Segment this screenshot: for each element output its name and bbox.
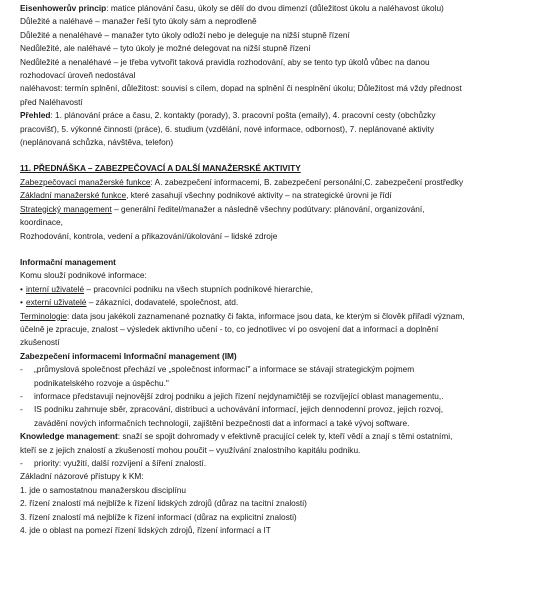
- im-point-1: [20, 363, 532, 390]
- eisenhower-line: [20, 2, 532, 15]
- km-priority-text: priority: využití, další rozvíjení a šíření znalostí.: [34, 458, 206, 468]
- km-approach-4: 4. jde o oblast na pomezí řízení lidských zdrojů, řízení informací a IT: [20, 525, 271, 536]
- info-mgmt-heading: Informační management: [20, 256, 116, 267]
- terminology-label: Terminologie: [20, 310, 68, 321]
- dash-marker: -: [20, 458, 23, 468]
- terminology-line-b: účelně je zpracuje, znalost – výsledek aktivního učení - to, co jednotlivec ví po osvojení dat a informací a doplnění: [20, 323, 439, 334]
- overview-label: Přehled: [20, 110, 51, 121]
- info-users-intro: Komu slouží podnikové informace:: [20, 270, 147, 281]
- internal-users-line: [20, 283, 532, 296]
- external-users-text: – zákazníci, dodavatelé, společnost, atd.: [86, 297, 239, 308]
- urgency-note-b: před Naléhavostí: [20, 96, 83, 107]
- dash-marker: -: [20, 404, 23, 415]
- km-text-a: : snaží se spojit dohromady v efektivně pracující celek ty, kteří vědí a znají s těmi ostatními,: [117, 431, 453, 442]
- im-point-3-a: IS podniku zahrnuje sběr, zpracování, distribuci a uchovávání informací, jejich dennodenní provoz, jejich rozvoj,: [34, 404, 444, 415]
- km-label: Knowledge management: [20, 431, 118, 442]
- quadrant-4-b: rozhodovací úroveň nedostával: [20, 70, 136, 81]
- basic-functions-line: [20, 189, 532, 202]
- im-point-1-b: podnikatelského rozvoje a úspěchu.": [34, 377, 169, 388]
- km-approach-3: 3. řízení znalostí má nejblíže k řízení informací (důraz na explicitní znalosti): [20, 511, 297, 522]
- dash-marker: -: [20, 364, 23, 375]
- eisenhower-text: : matice plánování času, úkoly se dělí do dvou dimenzí (důležitost úkolu a naléhavost úkolu): [106, 3, 444, 13]
- km-line-a: [20, 430, 532, 443]
- km-priority: [20, 457, 532, 470]
- im-point-2-text: informace představují nejnovější zdroj podniku a jejich řízení nejdynamičtěji se rozvíjející oblast managementu,.: [34, 390, 444, 401]
- strategic-mgmt-text: – generální ředitel/manažer a následně všechny podútvary: plánování, organizování,: [111, 203, 425, 214]
- basic-functions-text: , které zasahují všechny podnikové aktivity – na strategické úrovni je řídí: [126, 190, 392, 201]
- im-heading: Zabezpečení informacemi Informační management (IM): [20, 350, 237, 361]
- quadrant-4-a: Nedůležité a nenaléhavé – je třeba vytvořit taková pravidla rozhodování, aby se tento typ úkolů vůbec na danou: [20, 56, 430, 67]
- terminology-line-c: zkušeností: [20, 337, 60, 348]
- overview-line-b: pracovišť), 5. výkonné činnosti (práce), 6. studium (vzdělání, nové informace, odbornost), 7. neplánované aktivity: [20, 123, 435, 134]
- dash-marker: -: [20, 390, 23, 401]
- overview-line-a: [20, 109, 532, 122]
- external-users-line: [20, 296, 532, 309]
- decision-line: Rozhodování, kontrola, vedení a přikazování/úkolování – lidské zdroje: [20, 230, 278, 241]
- terminology-line-a: [20, 310, 532, 323]
- bullet-icon: •: [20, 283, 23, 294]
- im-point-1-a: „průmyslová společnost přechází ve „společnost informací" a informace se stávají strategickým pojmem: [34, 364, 415, 375]
- overview-text-a: : 1. plánování práce a času, 2. kontakty (porady), 3. pracovní pošta (emaily), 4. pracovní cesty (obchůzky: [50, 110, 436, 121]
- km-approach-1: 1. jde o samostatnou manažerskou disciplínu: [20, 484, 187, 495]
- im-point-3-b: zavádění nových informačních technologií, zajištění bezpečnosti dat a informací a také vývoj software.: [34, 417, 410, 428]
- lecture-heading: 11. PŘEDNÁŠKA – ZABEZPEČOVACÍ A DALŠÍ MANAŽERSKÉ AKTIVITY: [20, 163, 301, 174]
- km-approaches-intro: Základní názorové přístupy k KM:: [20, 471, 144, 482]
- km-approach-2: 2. řízení znalostí má nejblíže k řízení lidských zdrojů (důraz na tacitní znalosti): [20, 498, 307, 509]
- eisenhower-label: Eisenhowerův princip: [20, 3, 107, 13]
- basic-functions-label: Základní manažerské funkce: [20, 190, 127, 201]
- quadrant-2: Důležité a nenaléhavé – manažer tyto úkoly odloží nebo je deleguje na nižší stupně řízení: [20, 29, 350, 40]
- support-functions-line: [20, 176, 532, 189]
- internal-users-text: – pracovníci podniku na všech stupních podnikové hierarchie,: [84, 283, 313, 294]
- external-users-label: externí uživatelé: [26, 297, 87, 308]
- support-functions-text: : A. zabezpečení informacemi, B. zabezpečení personální,C. zabezpečení prostředky: [150, 176, 464, 187]
- support-functions-label: Zabezpečovací manažerské funkce: [20, 176, 151, 187]
- km-line-b: kteří se z jejich znalostí a zkušeností mohou poučit – využívání znalostního kapitálu podniku.: [20, 444, 361, 455]
- im-point-2: [20, 390, 532, 403]
- strategic-mgmt-line: [20, 203, 532, 216]
- quadrant-3: Nedůležité, ale naléhavé – tyto úkoly je možné delegovat na nižší stupně řízení: [20, 43, 311, 54]
- terminology-text-a: : data jsou jakékoli zaznamenané poznatky či fakta, informace jsou data, ke kterým si člověk přiřadí význam,: [67, 310, 465, 321]
- bullet-icon: •: [20, 297, 23, 308]
- im-point-3: [20, 403, 532, 430]
- strategic-mgmt-line-b: koordinace,: [20, 217, 63, 228]
- quadrant-1: Důležité a naléhavé – manažer řeší tyto úkoly sám a neprodleně: [20, 16, 257, 27]
- urgency-note-a: naléhavost: termín splnění, důležitost: souvisí s cílem, dopad na splnění či nesplnění úkolu; Důležitost má vždy přednost: [20, 83, 462, 94]
- strategic-mgmt-label: Strategický management: [20, 203, 112, 214]
- overview-line-c: (neplánovaná schůzka, návštěva, telefon): [20, 137, 174, 148]
- internal-users-label: interní uživatelé: [26, 283, 85, 294]
